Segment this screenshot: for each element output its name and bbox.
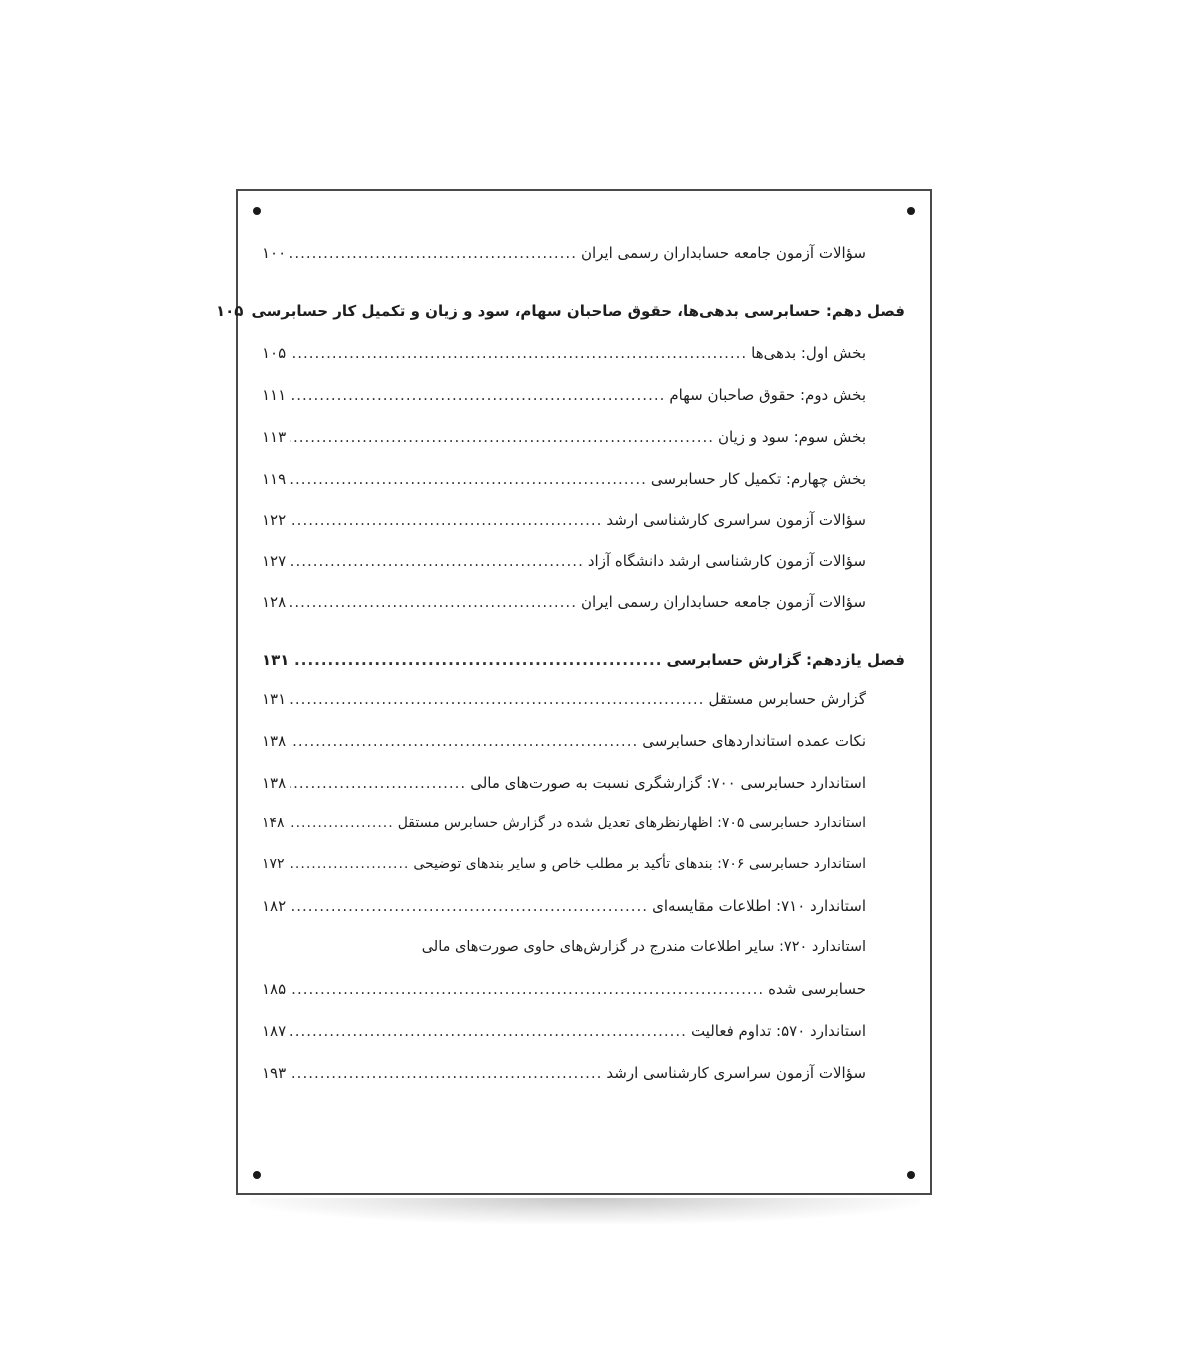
corner-dot-icon bbox=[253, 207, 261, 215]
toc-entry-wrapped-line2: حسابرسی شده ..... ۱۸۵ bbox=[262, 980, 866, 998]
toc-entry: بخش چهارم: تکمیل کار حسابرسی ..... ۱۱۹ bbox=[262, 470, 866, 488]
toc-entry: گزارش حسابرس مستقل ..... ۱۳۱ bbox=[262, 690, 866, 708]
toc-page bbox=[215, 189, 932, 1195]
dot-leader bbox=[290, 774, 466, 792]
dot-leader bbox=[290, 386, 665, 404]
toc-entry: نکات عمده استانداردهای حسابرسی ..... ۱۳۸ bbox=[262, 732, 866, 750]
toc-entry: بخش دوم: حقوق صاحبان سهام ..... ۱۱۱ bbox=[262, 386, 866, 404]
dot-leader bbox=[290, 690, 704, 708]
dot-leader bbox=[290, 552, 584, 570]
toc-entry: استاندارد حسابرسی ۷۰۰: گزارشگری نسبت به صورت‌های مالی ..... ۱۳۸ bbox=[262, 774, 866, 792]
dot-leader bbox=[290, 1022, 687, 1040]
dot-leader bbox=[293, 651, 662, 669]
toc-entry: سؤالات آزمون سراسری کارشناسی ارشد ..... ۱۹۳ bbox=[262, 1064, 866, 1082]
dot-leader bbox=[290, 428, 714, 446]
dot-leader bbox=[290, 732, 638, 750]
toc-entry: بخش سوم: سود و زیان ..... ۱۱۳ bbox=[262, 428, 866, 446]
dot-leader bbox=[290, 980, 764, 998]
toc-entry: استاندارد حسابرسی ۷۰۵: اظهارنظرهای تعدیل شده در گزارش حسابرس مستقل ..... ۱۴۸ bbox=[262, 815, 866, 831]
dot-leader bbox=[290, 244, 577, 262]
corner-dot-icon bbox=[907, 207, 915, 215]
toc-entry-wrapped-line1: استاندارد ۷۲۰: سایر اطلاعات مندرج در گزارش‌های حاوی صورت‌های مالی bbox=[421, 939, 866, 955]
toc-entry: سؤالات آزمون جامعه حسابداران رسمی ایران ..... ۱۰۰ bbox=[262, 244, 866, 262]
toc-entry: بخش اول: بدهی‌ها ..... ۱۰۵ bbox=[262, 344, 866, 362]
dot-leader bbox=[290, 511, 602, 529]
toc-entry: سؤالات آزمون جامعه حسابداران رسمی ایران ..... ۱۲۸ bbox=[262, 593, 866, 611]
dot-leader bbox=[290, 1064, 602, 1082]
dot-leader bbox=[290, 470, 647, 488]
toc-entry: استاندارد حسابرسی ۷۰۶: بندهای تأکید بر مطلب خاص و سایر بندهای توضیحی ..... ۱۷۲ bbox=[262, 856, 866, 872]
corner-dot-icon bbox=[907, 1171, 915, 1179]
toc-entry: سؤالات آزمون کارشناسی ارشد دانشگاه آزاد ..... ۱۲۷ bbox=[262, 552, 866, 570]
dot-leader bbox=[289, 856, 410, 872]
chapter-heading: فصل یازدهم: گزارش حسابرسی ..... ۱۳۱ bbox=[262, 651, 905, 669]
dot-leader bbox=[290, 593, 577, 611]
chapter-heading: فصل دهم: حسابرسی بدهی‌ها، حقوق صاحبان سهام، سود و زیان و تکمیل کار حسابرسی ۱۰۵ bbox=[215, 302, 905, 320]
page-shadow bbox=[250, 1198, 920, 1224]
dot-leader bbox=[290, 344, 747, 362]
dot-leader bbox=[290, 897, 648, 915]
corner-dot-icon bbox=[253, 1171, 261, 1179]
toc-entry: استاندارد ۷۱۰: اطلاعات مقایسه‌ای ..... ۱۸۲ bbox=[262, 897, 866, 915]
dot-leader bbox=[289, 815, 394, 831]
toc-entry: استاندارد ۵۷۰: تداوم فعالیت ..... ۱۸۷ bbox=[262, 1022, 866, 1040]
toc-entry: سؤالات آزمون سراسری کارشناسی ارشد ..... ۱۲۲ bbox=[262, 511, 866, 529]
